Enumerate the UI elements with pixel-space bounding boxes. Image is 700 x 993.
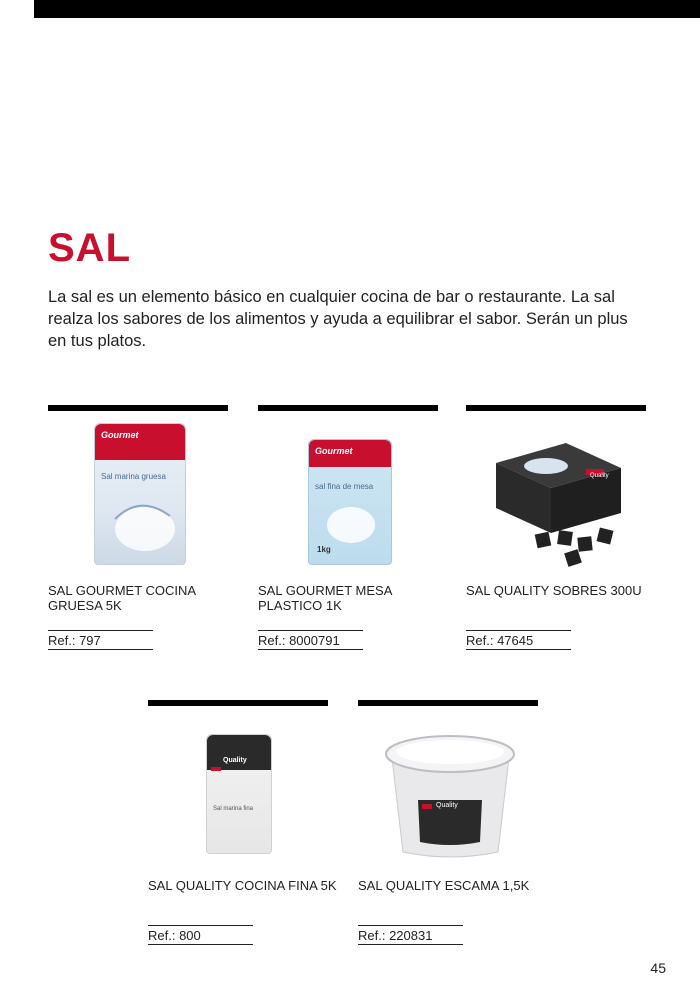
ref-rule (258, 630, 363, 631)
product-card-3[interactable] (466, 405, 646, 650)
product-ref: Ref.: 797 (48, 633, 153, 650)
product-name: SAL GOURMET COCINA GRUESA 5K (48, 583, 196, 613)
brand-label: Quality (436, 802, 458, 809)
product-divider (48, 405, 228, 411)
product-ref: Ref.: 220831 (358, 928, 463, 945)
sachet-box-illustration (486, 433, 626, 573)
product-ref: Ref.: 8000791 (258, 633, 363, 650)
product-ref: Ref.: 800 (148, 928, 253, 945)
tub-illustration (378, 730, 523, 860)
product-divider (358, 700, 538, 706)
red-accent (211, 767, 221, 771)
salt-illustration (309, 440, 391, 564)
top-bar (34, 0, 700, 18)
product-ref: Ref.: 47645 (466, 633, 571, 650)
product-image-sal-quality-fina (206, 734, 270, 852)
product-divider (148, 700, 328, 706)
product-card-4[interactable] (148, 700, 337, 945)
ref-rule (148, 925, 253, 926)
product-image-sal-gourmet-gruesa (94, 423, 184, 563)
product-name: SAL GOURMET MESA PLASTICO 1K (258, 583, 392, 613)
brand-label: Quality (223, 757, 247, 764)
ref-rule (466, 630, 571, 631)
product-name: SAL QUALITY COCINA FINA 5K (148, 878, 337, 893)
page-number: 45 (650, 960, 666, 976)
package-weight: 1kg (317, 545, 331, 554)
page-title: SAL (48, 226, 131, 270)
product-image-sal-quality-escama (378, 730, 523, 860)
ref-rule (358, 925, 463, 926)
product-card-1[interactable] (48, 405, 228, 650)
brand-label: Gourmet (101, 430, 139, 440)
package-subtitle: sal fina de mesa (315, 482, 374, 492)
product-name: SAL QUALITY SOBRES 300U (466, 583, 642, 598)
brand-label: Gourmet (315, 446, 353, 456)
product-divider (258, 405, 438, 411)
ref-rule (48, 630, 153, 631)
package-subtitle: Sal marina gruesa (101, 471, 166, 481)
product-card-5[interactable] (358, 700, 538, 945)
product-name: SAL QUALITY ESCAMA 1,5K (358, 878, 530, 893)
salt-illustration (95, 424, 185, 564)
package-subtitle: Sal marina fina (213, 805, 254, 812)
product-image-sal-gourmet-mesa (308, 439, 390, 563)
brand-label: Quality (590, 473, 609, 479)
intro-paragraph: La sal es un elemento básico en cualquier cocina de bar o restaurante. La sal realza los sabores de los alimentos y ayuda a equilibrar el sabor. Serán un plus en tus platos. (48, 288, 628, 350)
product-card-2[interactable] (258, 405, 438, 650)
product-image-sal-quality-sobres (486, 433, 626, 573)
product-divider (466, 405, 646, 411)
